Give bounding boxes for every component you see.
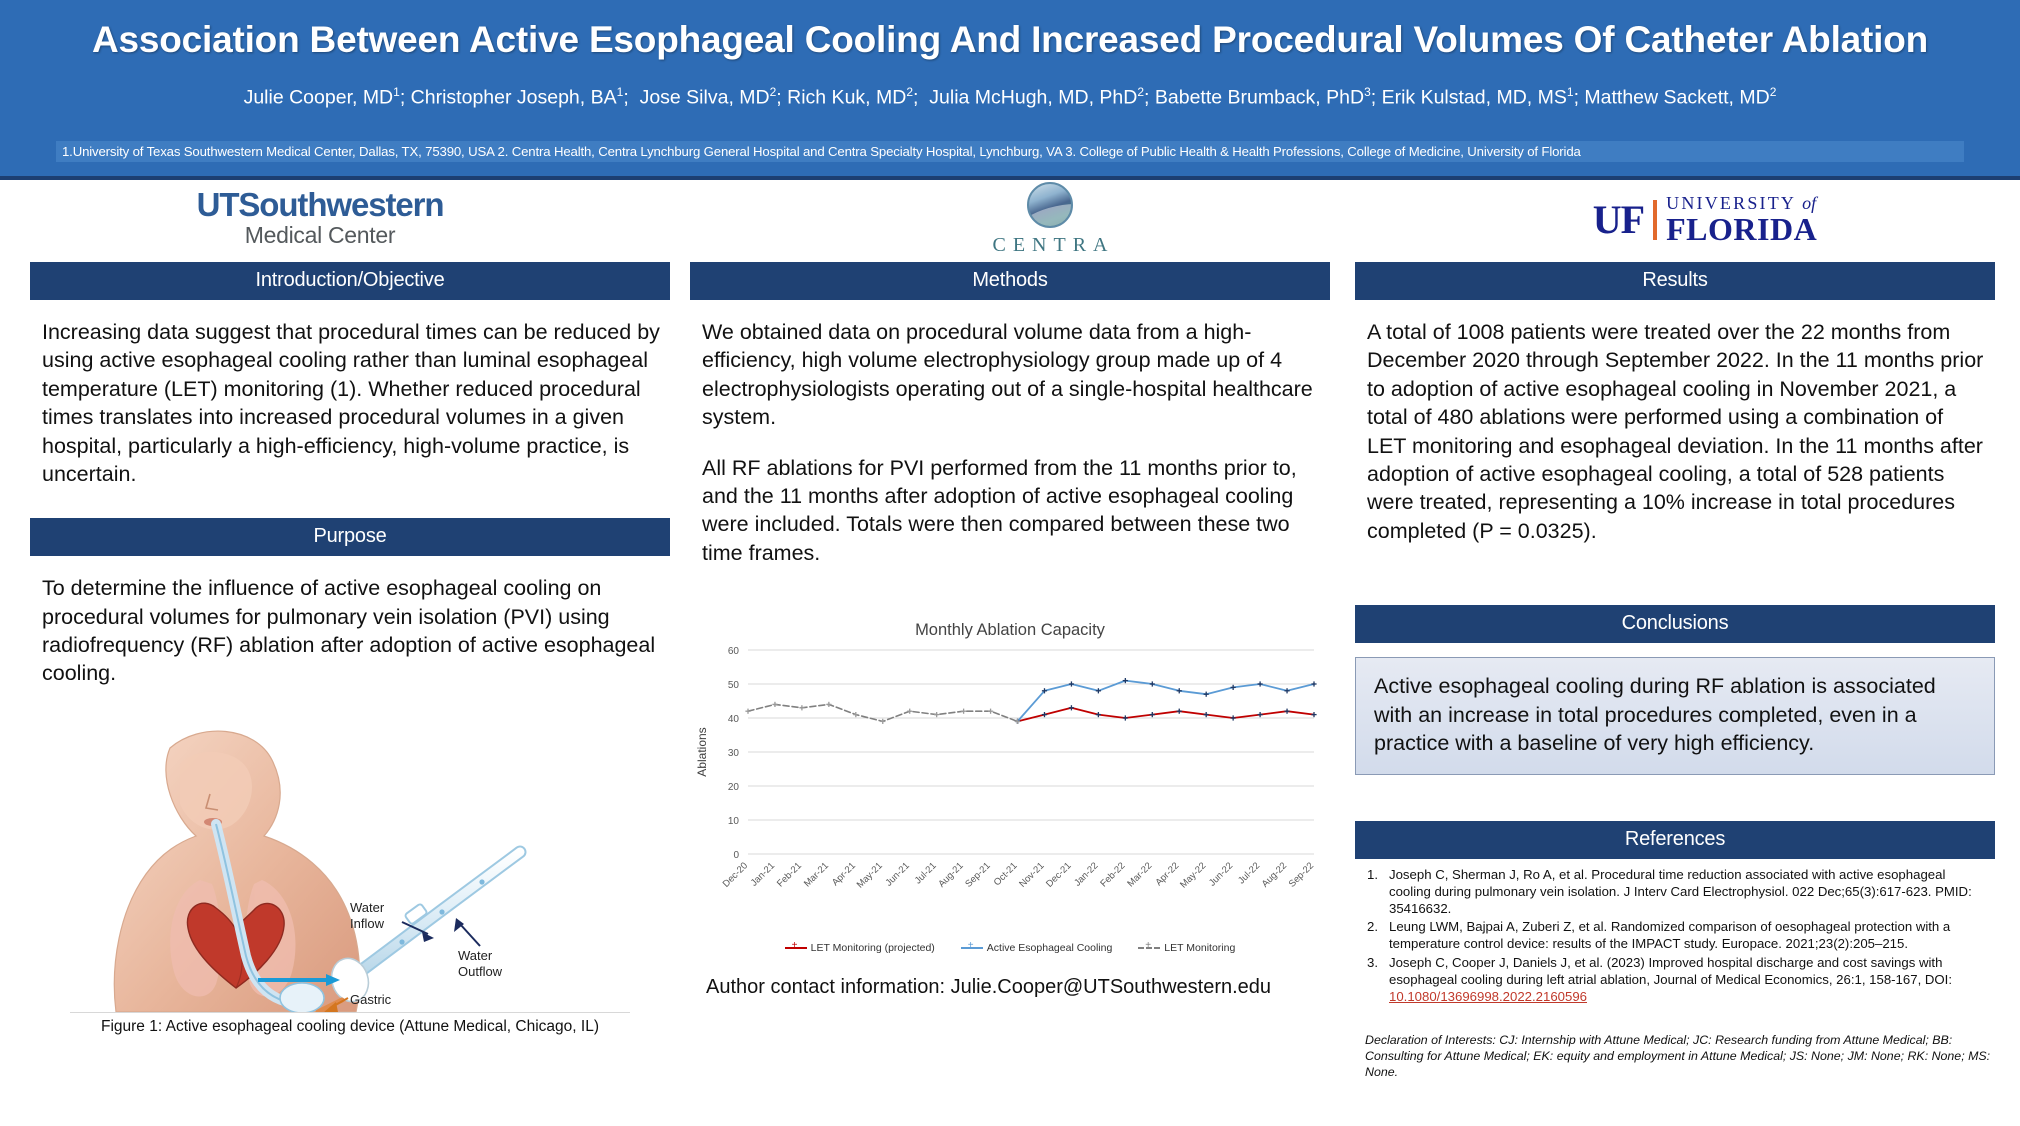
x-axis-tick-label: May-22 [1178, 860, 1209, 891]
chart-series-line [1018, 708, 1315, 722]
x-axis-tick-label: Jun-22 [1206, 860, 1236, 889]
chart-data-point [1069, 681, 1074, 686]
x-axis-tick-label: Nov-21 [1017, 860, 1047, 890]
logo-strip [0, 180, 2020, 262]
svg-text:Outflow: Outflow [458, 963, 503, 979]
chart-data-point [1177, 688, 1182, 693]
centra-wordmark: CENTRA [992, 234, 1115, 256]
legend-swatch-icon [785, 947, 807, 949]
chart-data-point [853, 712, 858, 717]
esophageal-cooling-device-illustration [50, 712, 650, 1012]
section-body-purpose [30, 556, 670, 688]
y-axis-tick-label: 0 [733, 850, 739, 861]
section-header-results: Results [1355, 262, 1995, 300]
poster-body [0, 262, 2020, 1126]
declaration-of-interests: Declaration of Interests: CJ: Internship with Attune Medical; JC: Research funding from Attune Medical; BB: Consulting for Attune Medical; EK: equity and employment in Attune Medical; JS: None; JM: None; RK: None; MS: None. [1365, 1032, 1991, 1080]
chart-data-point [934, 712, 939, 717]
affiliations: 1.University of Texas Southwestern Medical Center, Dallas, TX, 75390, USA 2. Centra Health, Centra Lynchburg General Hospital and Centra Specialty Hospital, Lynchburg, VA 3. College of Public Health & Health Professions, College of Medicine, University of Florida [56, 141, 1964, 162]
section-header-conclusions: Conclusions [1355, 605, 1995, 643]
legend-swatch-icon [961, 947, 983, 949]
chart-data-point [907, 709, 912, 714]
legend-item [1138, 942, 1235, 954]
chart-data-point [1042, 712, 1047, 717]
chart-data-point [1284, 688, 1289, 693]
x-axis-tick-label: Jul-22 [1236, 860, 1263, 887]
section-header-purpose: Purpose [30, 518, 670, 556]
doi-link[interactable]: 10.1080/13696998.2022.2160596 [1389, 989, 1588, 1005]
uf-monogram: UF [1592, 196, 1645, 242]
utsw-subtitle: Medical Center [244, 222, 396, 248]
university-of-florida-logo [1555, 194, 1855, 245]
page-title: Association Between Active Esophageal Cooling And Increased Procedural Volumes Of Catheter Ablation [91, 19, 1929, 60]
x-axis-tick-label: Dec-20 [720, 860, 751, 890]
introduction-text: Increasing data suggest that procedural times can be reduced by using active esophageal cooling rather than luminal esophageal temperature (LET) monitoring (1). Whether reduced procedural times translates into increased procedural volumes in a given hospital, particularly a high-efficiency, high-volume practice, is uncertain. [42, 320, 660, 486]
chart-data-point [745, 709, 750, 714]
x-axis-tick-label: Dec-21 [1044, 860, 1074, 890]
author-list: Julie Cooper, $MD^1$; Christopher Joseph, $BA^1$; Jose Silva, $MD^2$; Rich Kuk, $MD^2$; Julia McHugh, MD, PhD$^2$; Babette Brumback, PhD$^3$; Erik Kulstad, MD, $MS^1$; Matthew Sackett, $MD^2$ [243, 84, 1777, 109]
purpose-text: To determine the influence of active esophageal cooling on procedural volumes for pulmonary vein isolation (PVI) using radiofrequency (RF) ablation after adoption of active esophageal cooling. [42, 576, 656, 686]
y-axis-tick-label: 10 [727, 816, 739, 827]
chart-data-point [1257, 712, 1262, 717]
utsw-wordmark: UTSouthwestern [196, 186, 444, 223]
x-axis-tick-label: May-21 [854, 860, 885, 891]
chart-data-point [1257, 681, 1262, 686]
methods-paragraph-1: We obtained data on procedural volume data from a high-efficiency, high volume electrophysiology group made up of 4 electrophysiologists operating out of a single-hospital healthcare system. [702, 320, 1313, 430]
svg-text:Inflow: Inflow [350, 915, 384, 931]
section-body-results [1355, 300, 1995, 545]
figure-1-caption: Figure 1: Active esophageal cooling device (Attune Medical, Chicago, IL) [100, 1017, 599, 1035]
chart-data-point [1123, 678, 1128, 683]
reference-item: Joseph C, Cooper J, Daniels J, et al. (2023) Improved hospital discharge and cost savings with esophageal cooling during left atrial ablation, Journal of Medical Economics, 26:1, 158-167, DOI: 10.1080/13696998.2022.2160596 [1389, 955, 1952, 1005]
legend-swatch-icon [1138, 947, 1160, 949]
chart-data-point [1311, 681, 1316, 686]
label-gastric-suction: Gastric [350, 991, 392, 1007]
x-axis-tick-label: Sep-21 [963, 860, 993, 890]
x-axis-tick-label: Sep-22 [1286, 860, 1317, 890]
utsouthwestern-logo [150, 188, 490, 247]
methods-paragraph-2: All RF ablations for PVI performed from the 11 months prior to, and the 11 months after adoption of active esophageal cooling were included. Totals were then compared between these two time frames. [702, 455, 1297, 565]
chart-data-point [961, 709, 966, 714]
chart-data-point [799, 705, 804, 710]
y-axis-tick-label: 20 [727, 782, 739, 793]
chart-data-point [772, 702, 777, 707]
column-right [1355, 262, 1995, 1080]
label-water-inflow: Water [350, 899, 385, 915]
chart-plot-area [690, 640, 1330, 940]
section-header-introduction: Introduction/Objective [30, 262, 670, 300]
section-body-methods [690, 300, 1330, 567]
x-axis-tick-label: Mar-21 [801, 860, 831, 890]
x-axis-tick-label: Jan-22 [1072, 860, 1101, 889]
x-axis-tick-label: Jan-21 [748, 860, 778, 889]
centra-emblem-icon [1027, 182, 1073, 228]
section-header-methods: Methods [690, 262, 1330, 300]
x-axis-tick-label: Feb-21 [774, 860, 805, 890]
results-text: A total of 1008 patients were treated over the 22 months from December 2020 through September 2022. In the 11 months prior to adoption of active esophageal cooling in November 2021, a total of 480 ablations were performed using a combination of LET monitoring and esophageal deviation. In the 11 months after adoption of active esophageal cooling, a total of 528 patients were treated, representing a 10% increase in total procedures completed (P = 0.0325). [1367, 320, 1984, 543]
chart-series-line [1018, 681, 1315, 722]
chart-data-point [1204, 692, 1209, 697]
legend-label: LET Monitoring (projected) [810, 942, 935, 954]
chart-data-point [826, 702, 831, 707]
x-axis-tick-label: Mar-22 [1125, 860, 1155, 890]
column-left [30, 262, 670, 1036]
chart-legend [690, 942, 1330, 954]
chart-data-point [1231, 685, 1236, 690]
author-contact: Author contact information: Julie.Cooper@UTSouthwestern.edu [706, 976, 1272, 998]
y-axis-label: Ablations [695, 727, 709, 777]
section-body-introduction [30, 300, 670, 488]
reference-item: Leung LWM, Bajpai A, Zuberi Z, et al. Randomized comparison of oesophageal protection with a temperature control device: results of the IMPACT study. Europace. 2021;23(2):205–215. [1389, 919, 1951, 952]
references-list [1355, 859, 1995, 1006]
label-water-outflow: Water [458, 947, 493, 963]
x-axis-tick-label: Feb-22 [1098, 860, 1128, 890]
centra-logo [940, 182, 1160, 257]
uf-university-line: UNIVERSITY of [1666, 193, 1817, 213]
chart-data-point [1150, 712, 1155, 717]
chart-data-point [1069, 705, 1074, 710]
conclusions-callout: Active esophageal cooling during RF ablation is associated with an increase in total procedures completed, even in a practice with a baseline of very high efficiency. [1355, 657, 1995, 775]
x-axis-tick-label: Oct-21 [991, 860, 1020, 889]
x-axis-tick-label: Apr-22 [1153, 860, 1182, 889]
reference-item: Joseph C, Sherman J, Ro A, et al. Procedural time reduction associated with active esophageal cooling during pulmonary vein isolation. J Interv Card Electrophysiol. 022 Dec;65(3):617-623. PMID: 35416632. [1389, 866, 1972, 916]
y-axis-tick-label: 60 [727, 646, 739, 657]
x-axis-tick-label: Aug-22 [1259, 860, 1290, 890]
column-middle [690, 262, 1330, 999]
x-axis-tick-label: Apr-21 [829, 860, 858, 889]
x-axis-tick-label: Aug-21 [936, 860, 966, 890]
chart-data-point [1311, 712, 1316, 717]
chart-data-point [1204, 712, 1209, 717]
chart-data-point [1284, 709, 1289, 714]
section-header-references: References [1355, 821, 1995, 859]
monthly-ablation-capacity-chart [690, 613, 1330, 958]
x-axis-tick-label: Jul-21 [912, 860, 939, 887]
chart-data-point [1096, 712, 1101, 717]
uf-divider-bar [1653, 200, 1657, 240]
uf-florida-line: FLORIDA [1666, 211, 1818, 247]
legend-label: LET Monitoring [1164, 942, 1236, 954]
chart-data-point [1231, 715, 1236, 720]
x-axis-tick-label: Jun-21 [883, 860, 912, 889]
chart-data-point [988, 709, 993, 714]
legend-item [785, 942, 935, 954]
y-axis-tick-label: 40 [727, 714, 739, 725]
chart-data-point [1096, 688, 1101, 693]
chart-data-point [1123, 715, 1128, 720]
legend-label: Active Esophageal Cooling [986, 942, 1113, 954]
y-axis-tick-label: 30 [727, 748, 739, 759]
legend-item [961, 942, 1113, 954]
figure-1 [30, 712, 670, 1012]
chart-data-point [880, 719, 885, 724]
chart-data-point [1150, 681, 1155, 686]
uf-wordmark [1666, 194, 1817, 245]
y-axis-tick-label: 50 [727, 680, 739, 691]
chart-data-point [1177, 709, 1182, 714]
poster-header [0, 0, 2020, 176]
chart-title: Monthly Ablation Capacity [915, 621, 1105, 639]
